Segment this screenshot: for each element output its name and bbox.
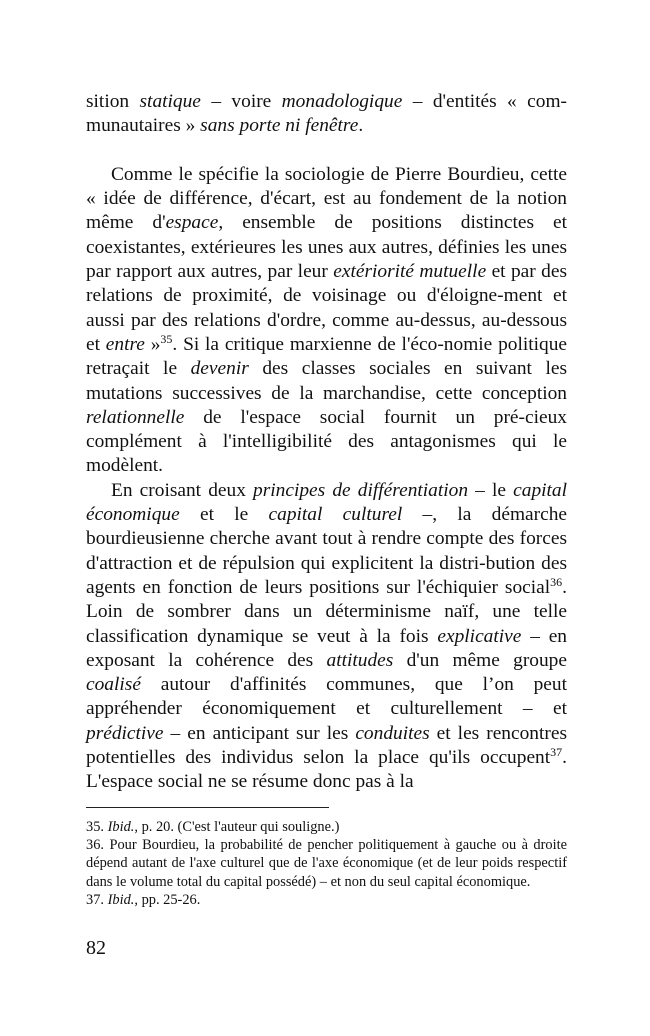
text-run: En croisant deux (111, 479, 254, 501)
text-run: , ensemble de positions distinctes et coexistantes, extérieures les unes aux autres, définies les unes par rapport aux autres, par leur (86, 212, 568, 283)
text-run: – d'entités « com-munautaires » (86, 91, 567, 137)
text-run: autour d'affinités communes, que l’on peut appréhender économiquement et culturellement – et (86, 674, 567, 720)
body-text (86, 90, 567, 795)
text-run: 37. (86, 892, 108, 909)
footnote-37 (86, 891, 567, 909)
italic-text: statique (139, 91, 201, 112)
text-run: – en anticipant sur les (163, 722, 356, 744)
italic-text: extériorité mutuelle (333, 261, 487, 283)
text-run: » (144, 333, 161, 355)
text-run: – voire (200, 91, 282, 112)
text-run: d'un même groupe (393, 649, 567, 671)
text-run: et le (179, 504, 269, 526)
text-run: Comme le spécifie la sociologie de Pierre Bourdieu, cette « idée de différence, d'écart, est au fondement de la notion même d' (86, 163, 567, 234)
italic-text: devenir (190, 358, 249, 380)
footnote-reference: 35 (160, 331, 173, 346)
italic-text: Ibid. (107, 892, 135, 909)
text-run: sition (86, 91, 140, 112)
italic-text: conduites (355, 722, 430, 744)
text-run: des classes sociales en suivant les mutations successives de la marchandise, cette conception (86, 358, 567, 404)
text-run: –, la démarche bourdieusienne cherche avant tout à rendre compte des forces d'attraction et de répulsion qui explicitent la distri-bution des agents en fonction de leurs positions sur l'échiquier social (86, 504, 568, 598)
italic-text: relationnelle (86, 406, 185, 428)
italic-text: Ibid. (107, 818, 135, 835)
paragraph-2 (86, 163, 567, 479)
paragraph-spacer (86, 139, 567, 163)
italic-text: attitudes (326, 649, 394, 671)
footnote-35 (86, 818, 567, 836)
footnote-separator (86, 807, 329, 808)
text-run: . Si la critique marxienne de l'éco-nomie politique retraçait le (86, 333, 567, 380)
footnote-reference: 36 (550, 574, 563, 589)
text-run: et les rencontres potentielles des individus selon la place qu'ils occupent (86, 722, 567, 769)
text-run: , p. 20. (C'est l'auteur qui souligne.) (134, 818, 340, 835)
text-run: – en exposant la cohérence des (86, 625, 567, 671)
text-run: et par des relations de proximité, de voisinage ou d'éloigne-ment et aussi par des relations d'ordre, comme au-dessus, au-dessous et (86, 261, 567, 355)
text-run: de l'espace social fournit un pré-cieux complément à l'intelligibilité des antagonismes qui le modèlent. (86, 406, 567, 477)
text-run: 36. Pour Bourdieu, la probabilité de pencher politiquement à gauche ou à droite dépend autant de l'axe culturel que de l'axe économique (et de leur poids respectif dans le volume total du capital possédé) – et non du seul capital économique. (86, 837, 567, 890)
italic-text: capital économique (86, 479, 568, 526)
paragraph-1 (86, 90, 567, 139)
italic-text: explicative (437, 625, 522, 647)
text-run: . (358, 115, 364, 137)
footnotes (86, 818, 567, 910)
text-run: 35. (86, 818, 108, 835)
italic-text: capital culturel (268, 504, 403, 526)
italic-text: coalisé (86, 674, 141, 696)
italic-text: entre (105, 333, 145, 355)
text-run: . Loin de sombrer dans un déterminisme naïf, une telle classification dynamique se veut à la fois (86, 576, 567, 647)
footnote-reference: 37 (550, 745, 563, 760)
italic-text: principes de différentiation (253, 479, 469, 501)
text-run: , pp. 25-26. (134, 892, 201, 909)
footnote-36 (86, 836, 567, 891)
page-number: 82 (86, 937, 106, 959)
text-run: . L'espace social ne se résume donc pas à la (86, 747, 567, 793)
italic-text: monadologique (281, 91, 403, 112)
italic-text: espace (165, 212, 219, 234)
paragraph-3 (86, 479, 567, 795)
text-run: – le (468, 479, 514, 501)
page-content (86, 90, 567, 910)
italic-text: prédictive (86, 722, 164, 744)
italic-text: sans porte ni fenêtre (200, 115, 359, 137)
